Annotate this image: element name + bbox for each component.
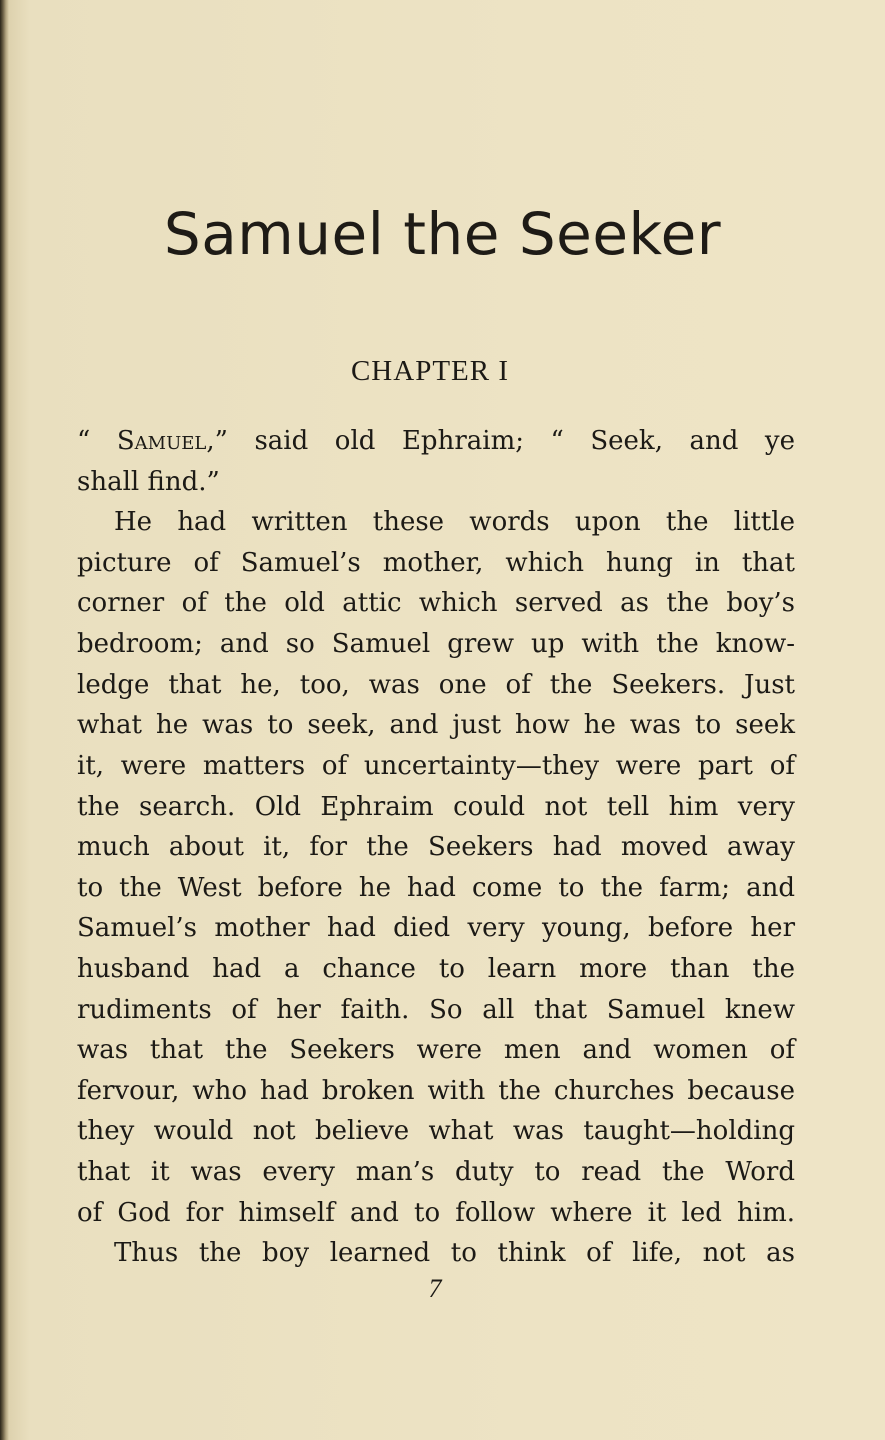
- text-line: He had written these words upon the little: [114, 507, 795, 537]
- page-number: 7: [428, 1274, 442, 1303]
- chapter-heading: CHAPTER I: [350, 355, 510, 387]
- opening-rest: ,” said old Ephraim; “ Seek, and ye: [206, 426, 795, 456]
- text-line: picture of Samuel’s mother, which hung in that: [77, 548, 795, 578]
- text-line: shall find.”: [77, 467, 220, 497]
- text-line: ledge that he, too, was one of the Seekers. Just: [77, 670, 795, 700]
- text-line: [77, 421, 795, 461]
- text-line: that it was every man’s duty to read the Word: [77, 1157, 795, 1187]
- opening-name: Samuel: [116, 426, 207, 456]
- text-line: husband had a chance to learn more than the: [77, 954, 795, 984]
- text-line: much about it, for the Seekers had moved away: [77, 832, 795, 862]
- text-line: of God for himself and to follow where it led him.: [77, 1198, 795, 1228]
- opening-quote: “: [77, 426, 91, 456]
- text-line: rudiments of her faith. So all that Samuel knew: [77, 995, 795, 1025]
- page-title: Samuel the Seeker: [163, 200, 722, 268]
- text-line: they would not believe what was taught—holding: [77, 1116, 795, 1146]
- text-line: Samuel’s mother had died very young, before her: [77, 913, 795, 943]
- text-line: to the West before he had come to the farm; and: [77, 873, 795, 903]
- text-line: Thus the boy learned to think of life, not as: [114, 1238, 795, 1268]
- text-line: fervour, who had broken with the churches because: [77, 1076, 795, 1106]
- text-line: what he was to seek, and just how he was to seek: [77, 710, 795, 740]
- text-line: it, were matters of uncertainty—they were part of: [77, 751, 795, 781]
- text-line: bedroom; and so Samuel grew up with the know-: [77, 629, 795, 659]
- text-line: the search. Old Ephraim could not tell him very: [77, 792, 795, 822]
- text-line: corner of the old attic which served as the boy’s: [77, 588, 795, 618]
- text-line: was that the Seekers were men and women of: [77, 1035, 795, 1065]
